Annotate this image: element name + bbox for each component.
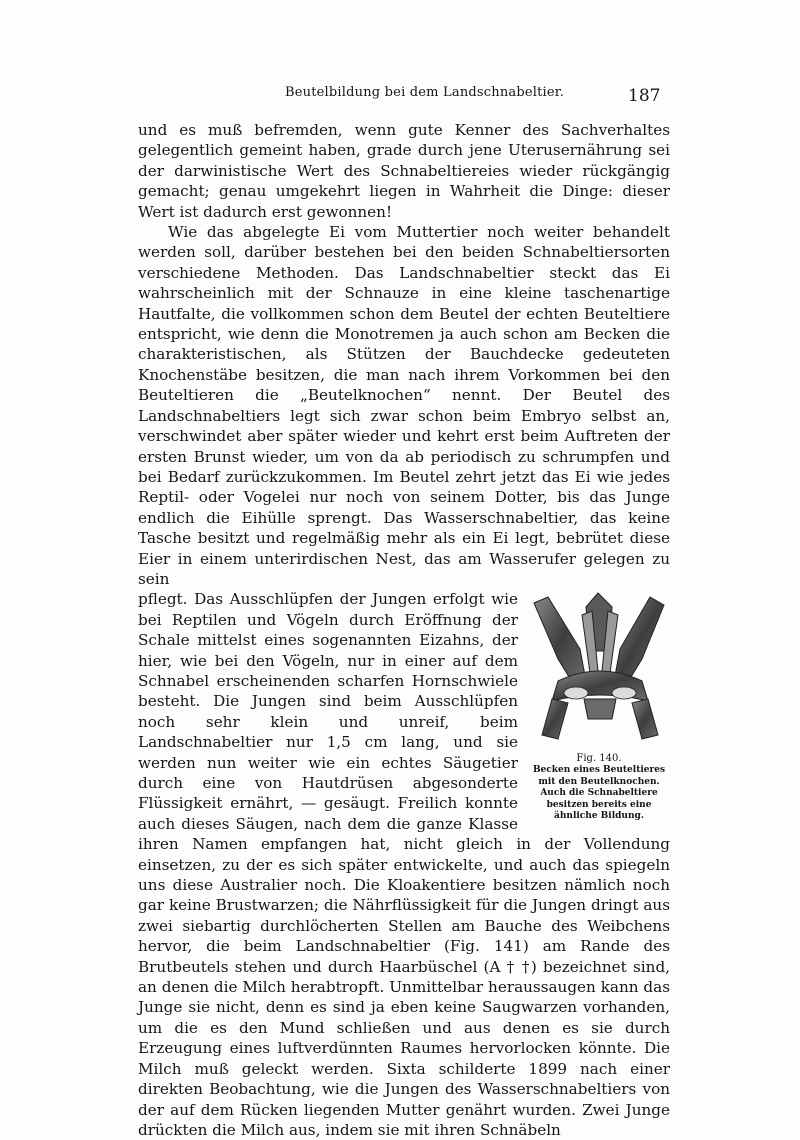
figure-caption: Becken eines Beuteltieres mit den Beutelknochen. Auch die Schnabeltiere besitzen bereits eine ähnliche Bildung. [532,765,666,822]
paragraph-1: und es muß befremden, wenn gute Kenner des Sachverhaltes gelegentlich gemeint haben, grade durch jene Uterusernährung sei der darwinistische Wert des Schnabeltiereies wieder rückgängig gemacht; genau umgekehrt liegen in Wahrheit die Dinge: dieser Wert ist dadurch erst gewonnen! [138,121,670,221]
paragraph-3: pflegt. Das Ausschlüpfen der Jungen erfolgt wie bei Reptilen und Vögeln durch Eröffnung der Schale mittelst eines sogenannten Eizahns, der hier, wie bei den Vögeln, nur in einer auf dem Schnabel erscheinenden scharfen Hornschwiele besteht. Die Jungen sind beim Ausschlüpfen noch sehr klein und unreif, beim Landschnabeltier nur 1,5 cm lang, und sie werden nun weiter wie ein echtes Säugetier durch eine von Hautdrüsen abgesonderte Flüssigkeit ernährt, — gesäugt. Freilich konnte auch dieses Säugen, nach dem die ganze Klasse ihren Namen empfangen hat, nicht gleich in der Vollendung einsetzen, zu der es sich später entwickelte, und auch das spiegeln uns diese Australier noch. Die Kloakentiere besitzen nämlich noch gar keine Brustwarzen; die Nährflüssigkeit für die Jungen dringt aus zwei siebartig durchlöcherten Stellen am Bauche des Weibchens hervor, die beim Landschnabeltier (Fig. 141) am Rande des Brutbeutels stehen und durch Haarbüschel (A † †) bezeichnet sind, an denen die Milch herabtropft. Unmittelbar heraussaugen kann das Junge sie nicht, denn es sind ja eben keine Saugwarzen vorhanden, um die es den Mund schließen und aus denen es sie durch Erzeugung eines luftverdünnten Raumes hervorlocken könnte. Die Milch muß geleckt werden. Sixta schilderte 1899 nach einer direkten Beobachtung, wie die Jungen des Wasserschnabeltiers von der auf dem Rücken liegenden Mutter genährt wurden. Zwei Junge drückten die Milch aus, indem sie mit ihren Schnäbeln [138,590,670,1139]
body-text [138,120,670,1140]
figure-number: Fig. 140. [576,753,622,765]
pelvis-illustration [528,589,670,749]
page-number: 187 [628,86,661,106]
running-title: Beutelbildung bei dem Landschnabeltier. [285,85,565,100]
paragraph-2: Wie das abgelegte Ei vom Muttertier noch weiter behandelt werden soll, darüber bestehen bei den beiden Schnabeltiersorten verschiedene Methoden. Das Landschnabeltier steckt das Ei wahrscheinlich mit der Schnauze in eine kleine taschenartige Hautfalte, die vollkommen schon dem Beutel der echten Beuteltiere entspricht, wie denn die Monotremen ja auch schon am Becken die charakteristischen, als Stützen der Bauchdecke gedeuteten Knochenstäbe besitzen, die man nach ihrem Vorkommen bei den Beuteltieren die „Beutelknochen“ nennt. Der Beutel des Landschnabeltiers legt sich zwar schon beim Embryo selbst an, verschwindet aber später wieder und kehrt erst beim Auftreten der ersten Brunst wieder, um von da ab periodisch zu schrumpfen und bei Bedarf zurückzukommen. Im Beutel zehrt jetzt das Ei wie jedes Reptil- oder Vogelei nur noch von seinem Dotter, bis das Junge endlich die Eihülle sprengt. Das Wasserschnabeltier, das keine Tasche besitzt und regelmäßig mehr als ein Ei legt, bebrütet diese Eier in einem unterirdischen Nest, das am Wasserufer gelegen zu sein [138,223,670,588]
figure-140 [528,589,670,823]
